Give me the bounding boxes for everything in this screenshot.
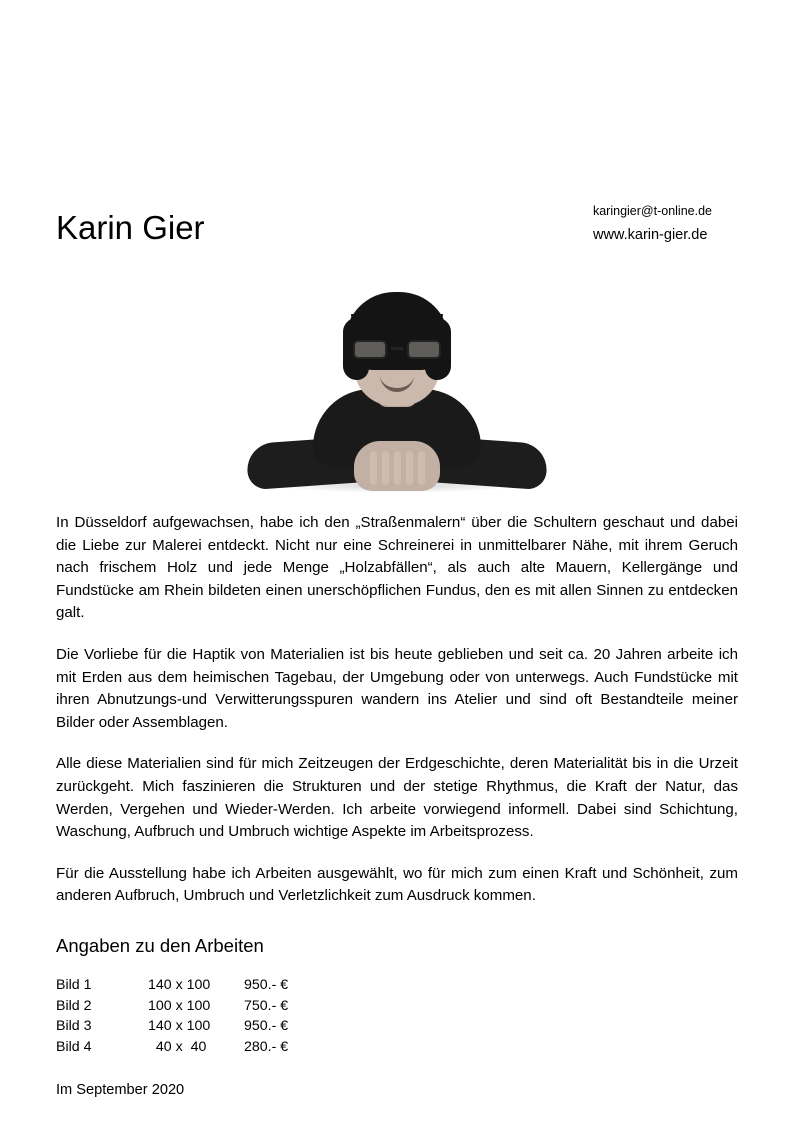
portrait-fringe (351, 314, 443, 336)
biography-paragraph-3: Alle diese Materialien sind für mich Zeitzeugen der Erdgeschichte, deren Materialität bis in die Urzeit zurückgeht. Mich faszinieren die Strukturen und der stetige Rhythmus, die Kraft der Natur, das Werden, Vergehen und Wieder-Werden. Ich arbeite vorwiegend informell. Dabei sind Schichtung, Waschung, Aufbruch und Umbruch wichtige Aspekte im Arbeitsprozess. (56, 755, 738, 841)
portrait-finger (394, 451, 401, 485)
biography-paragraph-1: In Düsseldorf aufgewachsen, habe ich den „Straßenmalern“ über die Schultern geschaut und dabei die Liebe zur Malerei entdeckt. Nicht nur eine Schreinerei in unmittelbarer Nähe, mit ihrem Geruch nach frischem Holz und jede Menge „Holzabfällen“, als auch alte Mauern, Kellergänge und Fundstücke am Rhein bildeten einen unerschöpflichen Fundus, den es mit allen Sinnen zu entdecken galt. (56, 514, 738, 622)
work-size: 40 x 40 (148, 1038, 207, 1055)
work-price: 750.- € (244, 997, 289, 1014)
contact-block (593, 200, 712, 246)
table-row (56, 1017, 324, 1038)
work-label: Bild 2 (56, 997, 92, 1014)
portrait-finger (370, 451, 377, 485)
work-price: 280.- € (244, 1038, 289, 1055)
document-body (56, 512, 738, 1100)
glasses-lens-left (353, 340, 387, 359)
email-text: karingier@t-online.de (592, 204, 712, 218)
portrait-finger (406, 451, 413, 485)
work-label: Bild 4 (56, 1038, 92, 1055)
work-label: Bild 3 (56, 1018, 92, 1035)
biography-paragraph-4: Für die Ausstellung habe ich Arbeiten ausgewählt, wo für mich zum einen Kraft und Schönheit, zum anderen Aufbruch, Umbruch und Verletzlichkeit zum Ausdruck kommen. (56, 864, 738, 905)
table-row (56, 997, 324, 1018)
portrait-finger (382, 451, 389, 485)
portrait-illustration (247, 288, 547, 493)
glasses-icon (351, 340, 443, 360)
table-row (56, 976, 324, 997)
document-header (56, 186, 738, 256)
website-text: www.karin-gier.de (592, 227, 708, 243)
glasses-lens-right (407, 340, 441, 359)
work-label: Bild 1 (56, 976, 92, 993)
portrait-finger (418, 451, 425, 485)
document-date: Im September 2020 (56, 1082, 185, 1099)
work-size: 140 x 100 (148, 976, 211, 993)
work-price: 950.- € (244, 976, 289, 993)
work-price: 950.- € (244, 1018, 289, 1035)
work-size: 100 x 100 (148, 997, 211, 1014)
page-title: Karin Gier (56, 209, 205, 247)
table-row (56, 1038, 324, 1059)
works-section-title: Angaben zu den Arbeiten (56, 934, 264, 956)
portrait-photo (0, 288, 794, 493)
works-table (56, 976, 324, 1058)
glasses-bridge (391, 347, 403, 350)
biography-paragraph-2: Die Vorliebe für die Haptik von Materialien ist bis heute geblieben und seit ca. 20 Jahren arbeite ich mit Erden aus dem heimischen Tagebau, der Umgebung oder von unterwegs. Auch Fundstücke mit ihren Abnutzungs-und Verwitterungsspuren wandern ins Atelier und sind oft Bestandteile meiner Bilder oder Assemblagen. (56, 645, 738, 731)
portrait-hands (354, 441, 440, 491)
work-size: 140 x 100 (148, 1018, 211, 1035)
